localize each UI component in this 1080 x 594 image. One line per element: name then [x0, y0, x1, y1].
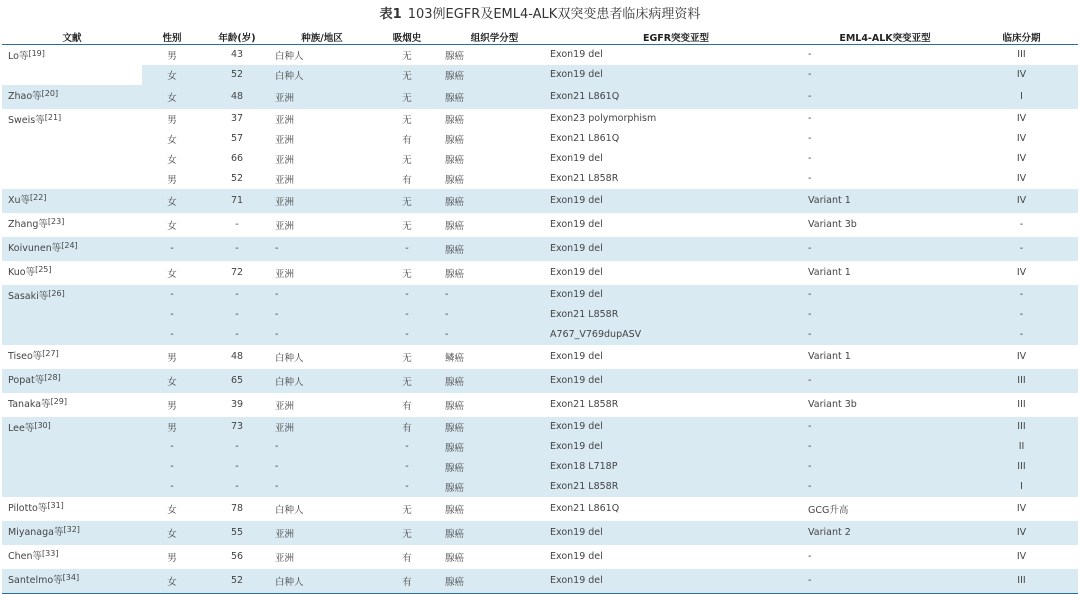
histology-cell: 腺癌: [442, 213, 547, 237]
stage-cell: III: [965, 369, 1078, 393]
eml4-alk-subtype-cell: -: [805, 457, 965, 477]
stage-cell: IV: [965, 65, 1078, 85]
egfr-subtype-cell: Exon21 L858R: [547, 169, 805, 189]
table-row: [2, 109, 1078, 129]
egfr-subtype-cell: Exon18 L718P: [547, 457, 805, 477]
stage-cell: I: [965, 477, 1078, 497]
header-eml4-alk-subtype: EML4-ALK突变亚型: [805, 30, 965, 45]
sex-cell: -: [142, 477, 202, 497]
eml4-alk-subtype-cell: -: [805, 237, 965, 261]
table-row: [2, 437, 1078, 457]
reference-cell: [2, 569, 142, 593]
eml4-alk-subtype-cell: Variant 2: [805, 521, 965, 545]
citation-ref: [22]: [30, 192, 47, 202]
eml4-alk-subtype-cell: Variant 3b: [805, 213, 965, 237]
egfr-subtype-cell: Exon23 polymorphism: [547, 109, 805, 129]
ethnicity-cell: 白种人: [272, 65, 372, 85]
author-name: Lo等: [8, 51, 29, 63]
smoking-cell: 无: [372, 149, 442, 169]
smoking-cell: 有: [372, 417, 442, 437]
citation-ref: [31]: [47, 500, 64, 510]
ethnicity-cell: 亚洲: [272, 169, 372, 189]
stage-cell: IV: [965, 129, 1078, 149]
histology-cell: 腺癌: [442, 65, 547, 85]
reference-cell: [2, 189, 142, 213]
smoking-cell: -: [372, 325, 442, 345]
header-ethnicity: 种族/地区: [272, 30, 372, 45]
histology-cell: 腺癌: [442, 393, 547, 417]
table-row: [2, 545, 1078, 569]
sex-cell: 女: [142, 149, 202, 169]
author-name: Santelmo等: [8, 574, 63, 586]
header-reference: 文献: [2, 30, 142, 45]
citation-ref: [25]: [35, 264, 52, 274]
reference-cell: [2, 545, 142, 569]
histology-cell: 腺癌: [442, 237, 547, 261]
stage-cell: III: [965, 457, 1078, 477]
histology-cell: 腺癌: [442, 477, 547, 497]
eml4-alk-subtype-cell: -: [805, 305, 965, 325]
smoking-cell: 无: [372, 213, 442, 237]
author-name: Kuo等: [8, 266, 36, 278]
smoking-cell: 无: [372, 521, 442, 545]
ethnicity-cell: 亚洲: [272, 393, 372, 417]
eml4-alk-subtype-cell: -: [805, 85, 965, 109]
ethnicity-cell: -: [272, 477, 372, 497]
age-cell: 57: [202, 129, 272, 149]
sex-cell: -: [142, 237, 202, 261]
age-cell: 56: [202, 545, 272, 569]
egfr-subtype-cell: Exon19 del: [547, 261, 805, 285]
header-smoking: 吸烟史: [372, 30, 442, 45]
table-row: [2, 189, 1078, 213]
smoking-cell: 无: [372, 345, 442, 369]
egfr-subtype-cell: A767_V769dupASV: [547, 325, 805, 345]
sex-cell: 男: [142, 45, 202, 65]
header-histology: 组织学分型: [442, 30, 547, 45]
table-row: [2, 521, 1078, 545]
eml4-alk-subtype-cell: Variant 1: [805, 345, 965, 369]
eml4-alk-subtype-cell: -: [805, 169, 965, 189]
table-row: [2, 149, 1078, 169]
ethnicity-cell: 亚洲: [272, 545, 372, 569]
stage-cell: IV: [965, 189, 1078, 213]
ethnicity-cell: -: [272, 305, 372, 325]
ethnicity-cell: 亚洲: [272, 417, 372, 437]
ethnicity-cell: 白种人: [272, 45, 372, 65]
smoking-cell: 无: [372, 65, 442, 85]
age-cell: 39: [202, 393, 272, 417]
eml4-alk-subtype-cell: -: [805, 45, 965, 65]
age-cell: -: [202, 213, 272, 237]
header-sex: 性别: [142, 30, 202, 45]
table-row: [2, 169, 1078, 189]
stage-cell: -: [965, 305, 1078, 325]
smoking-cell: -: [372, 437, 442, 457]
stage-cell: -: [965, 325, 1078, 345]
clinical-data-table: [2, 30, 1078, 593]
histology-cell: 腺癌: [442, 169, 547, 189]
smoking-cell: 无: [372, 369, 442, 393]
histology-cell: 腺癌: [442, 129, 547, 149]
reference-cell: [2, 285, 142, 345]
egfr-subtype-cell: Exon21 L858R: [547, 393, 805, 417]
smoking-cell: 无: [372, 85, 442, 109]
table-row: [2, 261, 1078, 285]
author-name: Tiseo等: [8, 350, 43, 362]
sex-cell: 男: [142, 345, 202, 369]
age-cell: -: [202, 285, 272, 305]
age-cell: 37: [202, 109, 272, 129]
citation-ref: [20]: [41, 88, 59, 98]
citation-ref: [19]: [28, 49, 45, 58]
age-cell: 52: [202, 569, 272, 593]
header-age: 年龄(岁): [202, 30, 272, 45]
citation-ref: [27]: [42, 348, 59, 358]
citation-ref: [26]: [48, 288, 65, 298]
ethnicity-cell: 亚洲: [272, 189, 372, 213]
table-row: [2, 345, 1078, 369]
histology-cell: 腺癌: [442, 569, 547, 593]
sex-cell: 女: [142, 213, 202, 237]
histology-cell: 腺癌: [442, 85, 547, 109]
eml4-alk-subtype-cell: GCG升高: [805, 497, 965, 521]
table-row: [2, 393, 1078, 417]
table-row: [2, 65, 1078, 85]
citation-ref: [32]: [63, 524, 80, 534]
ethnicity-cell: -: [272, 285, 372, 305]
egfr-subtype-cell: Exon19 del: [547, 149, 805, 169]
citation-ref: [29]: [50, 396, 67, 406]
author-name: Koivunen等: [8, 242, 62, 254]
eml4-alk-subtype-cell: -: [805, 325, 965, 345]
smoking-cell: -: [372, 457, 442, 477]
sex-cell: 女: [142, 65, 202, 85]
sex-cell: 男: [142, 417, 202, 437]
age-cell: 72: [202, 261, 272, 285]
stage-cell: III: [965, 569, 1078, 593]
author-name: Xu等: [8, 194, 31, 206]
sex-cell: 女: [142, 569, 202, 593]
age-cell: -: [202, 437, 272, 457]
age-cell: 48: [202, 85, 272, 109]
histology-cell: 腺癌: [442, 417, 547, 437]
stage-cell: IV: [965, 261, 1078, 285]
eml4-alk-subtype-cell: -: [805, 109, 965, 129]
histology-cell: -: [442, 285, 547, 305]
reference-cell: [2, 261, 142, 285]
age-cell: 66: [202, 149, 272, 169]
ethnicity-cell: -: [272, 325, 372, 345]
reference-cell: [2, 45, 142, 85]
egfr-subtype-cell: Exon19 del: [547, 285, 805, 305]
table-row: [2, 569, 1078, 593]
age-cell: 73: [202, 417, 272, 437]
reference-cell: [2, 497, 142, 521]
stage-cell: III: [965, 393, 1078, 417]
histology-cell: 腺癌: [442, 149, 547, 169]
egfr-subtype-cell: Exon21 L858R: [547, 305, 805, 325]
eml4-alk-subtype-cell: -: [805, 65, 965, 85]
sex-cell: -: [142, 457, 202, 477]
author-name: Zhang等: [8, 218, 48, 230]
ethnicity-cell: 亚洲: [272, 521, 372, 545]
age-cell: 71: [202, 189, 272, 213]
histology-cell: 腺癌: [442, 369, 547, 393]
citation-ref: [24]: [61, 240, 78, 250]
table-row: [2, 129, 1078, 149]
age-cell: -: [202, 325, 272, 345]
eml4-alk-subtype-cell: -: [805, 129, 965, 149]
egfr-subtype-cell: Exon19 del: [547, 45, 805, 65]
author-name: Zhao等: [8, 90, 42, 102]
histology-cell: 腺癌: [442, 261, 547, 285]
table-row: [2, 237, 1078, 261]
table-row: [2, 213, 1078, 237]
smoking-cell: 无: [372, 109, 442, 129]
age-cell: 55: [202, 521, 272, 545]
histology-cell: 腺癌: [442, 45, 547, 65]
histology-cell: 腺癌: [442, 521, 547, 545]
header-row: [2, 30, 1078, 45]
egfr-subtype-cell: Exon19 del: [547, 345, 805, 369]
citation-ref: [23]: [47, 216, 65, 226]
ethnicity-cell: -: [272, 437, 372, 457]
author-name: Sasaki等: [8, 290, 49, 302]
sex-cell: 女: [142, 85, 202, 109]
smoking-cell: 无: [372, 261, 442, 285]
smoking-cell: 有: [372, 545, 442, 569]
table-row: [2, 497, 1078, 521]
egfr-subtype-cell: Exon21 L861Q: [547, 129, 805, 149]
author-name: Tanaka等: [8, 398, 51, 410]
reference-cell: [2, 109, 142, 189]
egfr-subtype-cell: Exon21 L861Q: [547, 85, 805, 109]
age-cell: 78: [202, 497, 272, 521]
egfr-subtype-cell: Exon21 L858R: [547, 477, 805, 497]
citation-ref: [21]: [44, 112, 62, 122]
sex-cell: 男: [142, 109, 202, 129]
smoking-cell: 无: [372, 189, 442, 213]
smoking-cell: -: [372, 237, 442, 261]
smoking-cell: 无: [372, 45, 442, 65]
stage-cell: III: [965, 45, 1078, 65]
reference-cell: [2, 345, 142, 369]
ethnicity-cell: 白种人: [272, 345, 372, 369]
eml4-alk-subtype-cell: -: [805, 417, 965, 437]
table-number: 表1: [379, 7, 402, 22]
stage-cell: I: [965, 85, 1078, 109]
histology-cell: 鳞癌: [442, 345, 547, 369]
eml4-alk-subtype-cell: -: [805, 285, 965, 305]
smoking-cell: 有: [372, 569, 442, 593]
stage-cell: -: [965, 213, 1078, 237]
sex-cell: -: [142, 285, 202, 305]
age-cell: -: [202, 477, 272, 497]
reference-cell: [2, 237, 142, 261]
stage-cell: -: [965, 285, 1078, 305]
citation-ref: [34]: [62, 572, 80, 582]
ethnicity-cell: 亚洲: [272, 85, 372, 109]
ethnicity-cell: 亚洲: [272, 129, 372, 149]
author-name: Lee等: [8, 422, 35, 434]
table-row: [2, 45, 1078, 65]
egfr-subtype-cell: Exon19 del: [547, 189, 805, 213]
table-row: [2, 85, 1078, 109]
stage-cell: IV: [965, 169, 1078, 189]
stage-cell: II: [965, 437, 1078, 457]
ethnicity-cell: 亚洲: [272, 109, 372, 129]
sex-cell: 女: [142, 497, 202, 521]
sex-cell: -: [142, 305, 202, 325]
ethnicity-cell: 亚洲: [272, 149, 372, 169]
sex-cell: 男: [142, 393, 202, 417]
stage-cell: IV: [965, 545, 1078, 569]
sex-cell: 男: [142, 545, 202, 569]
egfr-subtype-cell: Exon19 del: [547, 417, 805, 437]
age-cell: -: [202, 237, 272, 261]
table-row: [2, 457, 1078, 477]
eml4-alk-subtype-cell: -: [805, 477, 965, 497]
egfr-subtype-cell: Exon19 del: [547, 437, 805, 457]
age-cell: 52: [202, 169, 272, 189]
header-clinical-stage: 临床分期: [965, 30, 1078, 45]
age-cell: -: [202, 305, 272, 325]
stage-cell: IV: [965, 497, 1078, 521]
smoking-cell: 有: [372, 169, 442, 189]
sex-cell: 男: [142, 169, 202, 189]
author-name: Sweis等: [8, 114, 45, 126]
eml4-alk-subtype-cell: Variant 3b: [805, 393, 965, 417]
eml4-alk-subtype-cell: -: [805, 569, 965, 593]
table-row: [2, 369, 1078, 393]
table-bottom-rule: [2, 593, 1078, 594]
citation-ref: [30]: [34, 420, 51, 430]
egfr-subtype-cell: Exon19 del: [547, 237, 805, 261]
sex-cell: 女: [142, 189, 202, 213]
egfr-subtype-cell: Exon19 del: [547, 65, 805, 85]
sex-cell: -: [142, 437, 202, 457]
reference-cell: [2, 417, 142, 497]
sex-cell: 女: [142, 521, 202, 545]
table-row: [2, 285, 1078, 305]
egfr-subtype-cell: Exon19 del: [547, 569, 805, 593]
age-cell: 52: [202, 65, 272, 85]
histology-cell: 腺癌: [442, 457, 547, 477]
smoking-cell: -: [372, 477, 442, 497]
citation-ref: [28]: [44, 372, 61, 382]
reference-cell: [2, 393, 142, 417]
histology-cell: 腺癌: [442, 109, 547, 129]
eml4-alk-subtype-cell: -: [805, 369, 965, 393]
citation-ref: [33]: [42, 548, 59, 558]
age-cell: 65: [202, 369, 272, 393]
sex-cell: 女: [142, 261, 202, 285]
egfr-subtype-cell: Exon21 L861Q: [547, 497, 805, 521]
stage-cell: IV: [965, 521, 1078, 545]
smoking-cell: -: [372, 285, 442, 305]
table-row: [2, 325, 1078, 345]
ethnicity-cell: -: [272, 457, 372, 477]
stage-cell: III: [965, 417, 1078, 437]
table-caption: 103例EGFR及EML4-ALK双突变患者临床病理资料: [407, 7, 701, 22]
age-cell: -: [202, 457, 272, 477]
eml4-alk-subtype-cell: -: [805, 149, 965, 169]
eml4-alk-subtype-cell: Variant 1: [805, 189, 965, 213]
smoking-cell: 有: [372, 393, 442, 417]
sex-cell: 女: [142, 129, 202, 149]
ethnicity-cell: 亚洲: [272, 261, 372, 285]
smoking-cell: 无: [372, 497, 442, 521]
ethnicity-cell: 白种人: [272, 369, 372, 393]
histology-cell: 腺癌: [442, 437, 547, 457]
histology-cell: 腺癌: [442, 497, 547, 521]
egfr-subtype-cell: Exon19 del: [547, 213, 805, 237]
author-name: Popat等: [8, 374, 45, 386]
stage-cell: IV: [965, 345, 1078, 369]
reference-cell: [2, 213, 142, 237]
smoking-cell: 有: [372, 129, 442, 149]
reference-cell: [2, 369, 142, 393]
author-name: Pilotto等: [8, 502, 48, 514]
ethnicity-cell: 白种人: [272, 497, 372, 521]
ethnicity-cell: 亚洲: [272, 213, 372, 237]
table-title: [0, 0, 1080, 30]
ethnicity-cell: -: [272, 237, 372, 261]
egfr-subtype-cell: Exon19 del: [547, 521, 805, 545]
histology-cell: -: [442, 325, 547, 345]
smoking-cell: -: [372, 305, 442, 325]
author-name: Chen等: [8, 550, 43, 562]
table-row: [2, 477, 1078, 497]
egfr-subtype-cell: Exon19 del: [547, 369, 805, 393]
header-egfr-subtype: EGFR突变亚型: [547, 30, 805, 45]
histology-cell: 腺癌: [442, 545, 547, 569]
egfr-subtype-cell: Exon19 del: [547, 545, 805, 569]
eml4-alk-subtype-cell: Variant 1: [805, 261, 965, 285]
age-cell: 48: [202, 345, 272, 369]
table-row: [2, 417, 1078, 437]
histology-cell: 腺癌: [442, 189, 547, 213]
age-cell: 43: [202, 45, 272, 65]
author-name: Miyanaga等: [8, 526, 64, 538]
reference-cell: [2, 521, 142, 545]
stage-cell: IV: [965, 109, 1078, 129]
ethnicity-cell: 白种人: [272, 569, 372, 593]
stage-cell: IV: [965, 149, 1078, 169]
reference-cell: [2, 85, 142, 109]
table-row: [2, 305, 1078, 325]
sex-cell: -: [142, 325, 202, 345]
eml4-alk-subtype-cell: -: [805, 545, 965, 569]
histology-cell: -: [442, 305, 547, 325]
stage-cell: -: [965, 237, 1078, 261]
eml4-alk-subtype-cell: -: [805, 437, 965, 457]
sex-cell: 女: [142, 369, 202, 393]
